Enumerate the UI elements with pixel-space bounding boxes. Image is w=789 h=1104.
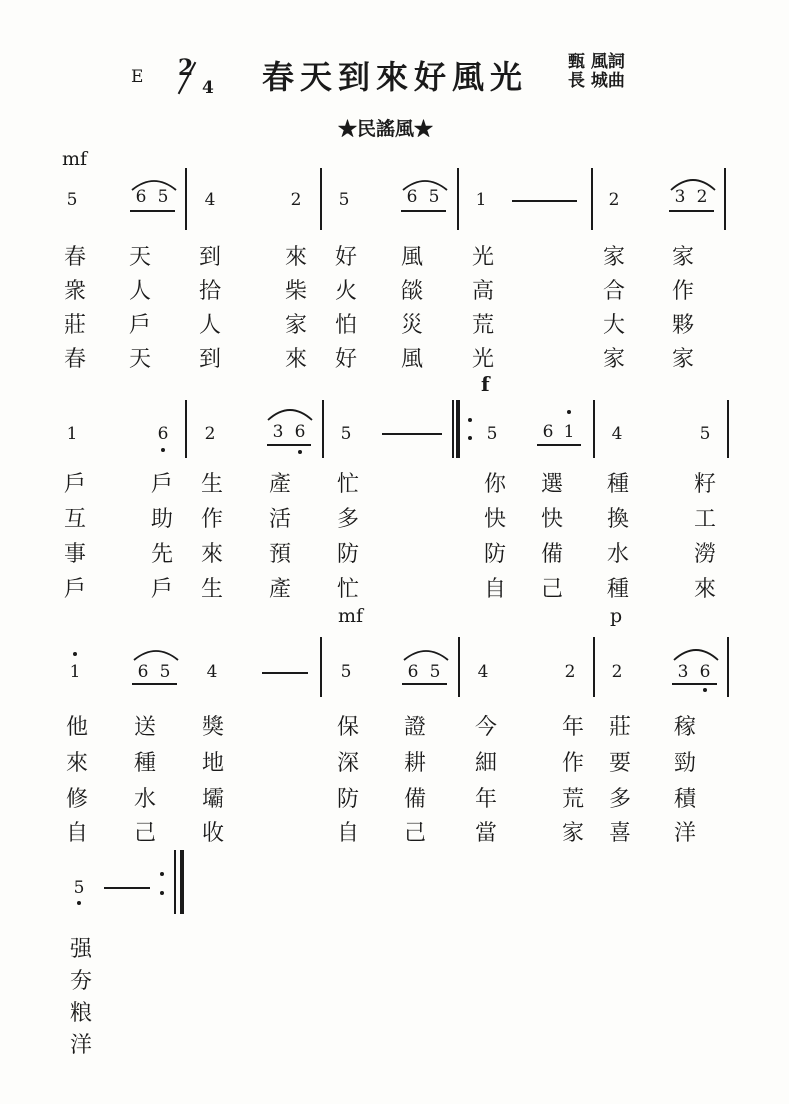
- lyric: 風: [400, 347, 423, 372]
- lyric: 獎: [201, 715, 224, 740]
- lyric: 今: [474, 715, 497, 740]
- note: 5: [428, 187, 440, 207]
- lyric: 生: [200, 577, 223, 602]
- lyric: 修: [65, 787, 88, 812]
- lyric: 火: [334, 279, 357, 304]
- lyric: 忙: [336, 472, 359, 497]
- lyric: 送: [133, 715, 156, 740]
- note: 6: [137, 662, 149, 682]
- lyric: 活: [268, 507, 291, 532]
- lyric: 己: [133, 821, 156, 846]
- lyric: 拾: [198, 279, 221, 304]
- lyric: 自: [65, 821, 88, 846]
- lyric: 水: [606, 542, 629, 567]
- lyric: 風: [400, 245, 423, 270]
- lyric: 細: [474, 751, 497, 776]
- lyric: 戶: [128, 313, 151, 338]
- lyric: 好: [334, 347, 357, 372]
- lyric: 你: [483, 472, 506, 497]
- lyric: 助: [150, 507, 173, 532]
- lyric: 戶: [63, 472, 86, 497]
- lyric: 保: [336, 715, 359, 740]
- note: 5: [486, 424, 498, 444]
- song-title: 春天到來好風光: [262, 58, 529, 96]
- lyric: 怕: [334, 313, 357, 338]
- lyric: 稼: [673, 715, 696, 740]
- credit-composer: 長 城曲: [568, 71, 625, 91]
- lyric: 夯: [69, 969, 92, 994]
- lyric: 來: [284, 245, 307, 270]
- lyric: 水: [133, 787, 156, 812]
- lyric: 家: [671, 245, 694, 270]
- lyric: 衆: [63, 279, 86, 304]
- lyric: 大: [602, 313, 625, 338]
- lyric: 他: [65, 715, 88, 740]
- note: 3: [272, 422, 284, 442]
- note: 6: [407, 662, 419, 682]
- lyric: 耕: [403, 751, 426, 776]
- note: 2: [608, 190, 620, 210]
- note: 6: [699, 662, 711, 682]
- lyric: 到: [198, 245, 221, 270]
- note: 4: [611, 424, 623, 444]
- lyric: 年: [561, 715, 584, 740]
- lyric: 當: [474, 821, 497, 846]
- lyric: 夥: [671, 313, 694, 338]
- lyric: 積: [673, 787, 696, 812]
- lyric: 天: [128, 347, 151, 372]
- lyric: 戶: [150, 577, 173, 602]
- lyric: 莊: [63, 313, 86, 338]
- note: 2: [564, 662, 576, 682]
- dynamic-mark: mf: [62, 148, 88, 170]
- note: 5: [699, 424, 711, 444]
- lyric: 事: [63, 542, 86, 567]
- lyric: 證: [403, 715, 426, 740]
- slur: [671, 180, 715, 190]
- lyric: 多: [608, 787, 631, 812]
- lyric: 荒: [561, 787, 584, 812]
- lyric: 防: [336, 787, 359, 812]
- lyric: 防: [336, 542, 359, 567]
- lyric: 備: [403, 787, 426, 812]
- lyric: 柴: [284, 279, 307, 304]
- note: 2: [611, 662, 623, 682]
- slur: [268, 410, 312, 420]
- lyric: 來: [693, 577, 716, 602]
- note: 5: [159, 662, 171, 682]
- lyric: 自: [336, 821, 359, 846]
- lyric: 產: [268, 472, 291, 497]
- lyric: 年: [474, 787, 497, 812]
- lyric: 戶: [150, 472, 173, 497]
- lyric: 喜: [608, 821, 631, 846]
- lyric: 來: [65, 751, 88, 776]
- lyric: 生: [200, 472, 223, 497]
- lyric: 家: [671, 347, 694, 372]
- lyric: 防: [483, 542, 506, 567]
- lyric: 人: [198, 313, 221, 338]
- lyric: 莊: [608, 715, 631, 740]
- lyric: 粮: [69, 1001, 92, 1026]
- lyric: 備: [540, 542, 563, 567]
- lyric: 家: [284, 313, 307, 338]
- note: 6: [157, 424, 169, 444]
- lyric: 快: [540, 507, 563, 532]
- lyric: 戶: [63, 577, 86, 602]
- note: 5: [340, 424, 352, 444]
- note: 1: [69, 662, 81, 682]
- slur: [404, 651, 448, 660]
- lyric: 選: [540, 472, 563, 497]
- lyric: 澇: [693, 542, 716, 567]
- slur: [132, 181, 176, 190]
- note: 1: [66, 424, 78, 444]
- lyric: 換: [606, 507, 629, 532]
- lyric: 春: [63, 245, 86, 270]
- lyric: 勁: [673, 751, 696, 776]
- note: 4: [477, 662, 489, 682]
- time-signature-bottom: 4: [202, 78, 214, 98]
- note: 2: [204, 424, 216, 444]
- lyric: 地: [201, 751, 224, 776]
- key-signature: E: [131, 67, 144, 87]
- lyric: 高: [471, 279, 494, 304]
- time-signature-top: 2: [178, 55, 194, 81]
- lyric: 自: [483, 577, 506, 602]
- lyric: 好: [334, 245, 357, 270]
- lyric: 工: [693, 507, 716, 532]
- note: 3: [677, 662, 689, 682]
- lyric: 己: [540, 577, 563, 602]
- lyric: 光: [471, 245, 494, 270]
- note: 1: [563, 422, 575, 442]
- lyric: 籽: [693, 472, 716, 497]
- dynamic-mark: f: [481, 372, 490, 396]
- lyric: 收: [201, 821, 224, 846]
- lyric: 己: [403, 821, 426, 846]
- slur: [403, 181, 447, 190]
- lyric: 洋: [69, 1033, 92, 1058]
- lyric: 快: [483, 507, 506, 532]
- note: 6: [135, 187, 147, 207]
- lyric: 壩: [201, 787, 224, 812]
- lyric: 人: [128, 279, 151, 304]
- note: 5: [429, 662, 441, 682]
- note: 2: [696, 187, 708, 207]
- lyric: 强: [69, 937, 92, 962]
- lyric: 預: [268, 542, 291, 567]
- credit-lyricist: 甄 風詞: [568, 52, 625, 72]
- lyric: 忙: [336, 577, 359, 602]
- note: 5: [338, 190, 350, 210]
- lyric: 作: [671, 279, 694, 304]
- note: 3: [674, 187, 686, 207]
- note: 4: [206, 662, 218, 682]
- note: 2: [290, 190, 302, 210]
- note: 6: [406, 187, 418, 207]
- note: 1: [475, 190, 487, 210]
- lyric: 家: [602, 245, 625, 270]
- lyric: 荒: [471, 313, 494, 338]
- slur: [134, 651, 178, 660]
- lyric: 種: [606, 577, 629, 602]
- lyric: 災: [400, 313, 423, 338]
- lyric: 種: [606, 472, 629, 497]
- lyric: 多: [336, 507, 359, 532]
- lyric: 種: [133, 751, 156, 776]
- note: 6: [294, 422, 306, 442]
- style-marking: ★民謠風★: [338, 118, 434, 140]
- lyric: 家: [602, 347, 625, 372]
- dynamic-mark: mf: [338, 605, 364, 627]
- lyric: 來: [284, 347, 307, 372]
- lyric: 春: [63, 347, 86, 372]
- lyric: 家: [561, 821, 584, 846]
- note: 5: [157, 187, 169, 207]
- lyric: 燄: [400, 279, 423, 304]
- lyric: 合: [602, 279, 625, 304]
- lyric: 互: [63, 507, 86, 532]
- note: 6: [542, 422, 554, 442]
- lyric: 作: [561, 751, 584, 776]
- note: 4: [204, 190, 216, 210]
- lyric: 先: [150, 542, 173, 567]
- lyric: 要: [608, 751, 631, 776]
- lyric: 洋: [673, 821, 696, 846]
- lyric: 深: [336, 751, 359, 776]
- lyric: 來: [200, 542, 223, 567]
- lyric: 產: [268, 577, 291, 602]
- lyric: 作: [200, 507, 223, 532]
- note: 5: [66, 190, 78, 210]
- slur: [674, 650, 718, 660]
- note: 5: [73, 878, 85, 898]
- lyric: 光: [471, 347, 494, 372]
- dynamic-mark: p: [610, 605, 623, 627]
- lyric: 天: [128, 245, 151, 270]
- lyric: 到: [198, 347, 221, 372]
- note: 5: [340, 662, 352, 682]
